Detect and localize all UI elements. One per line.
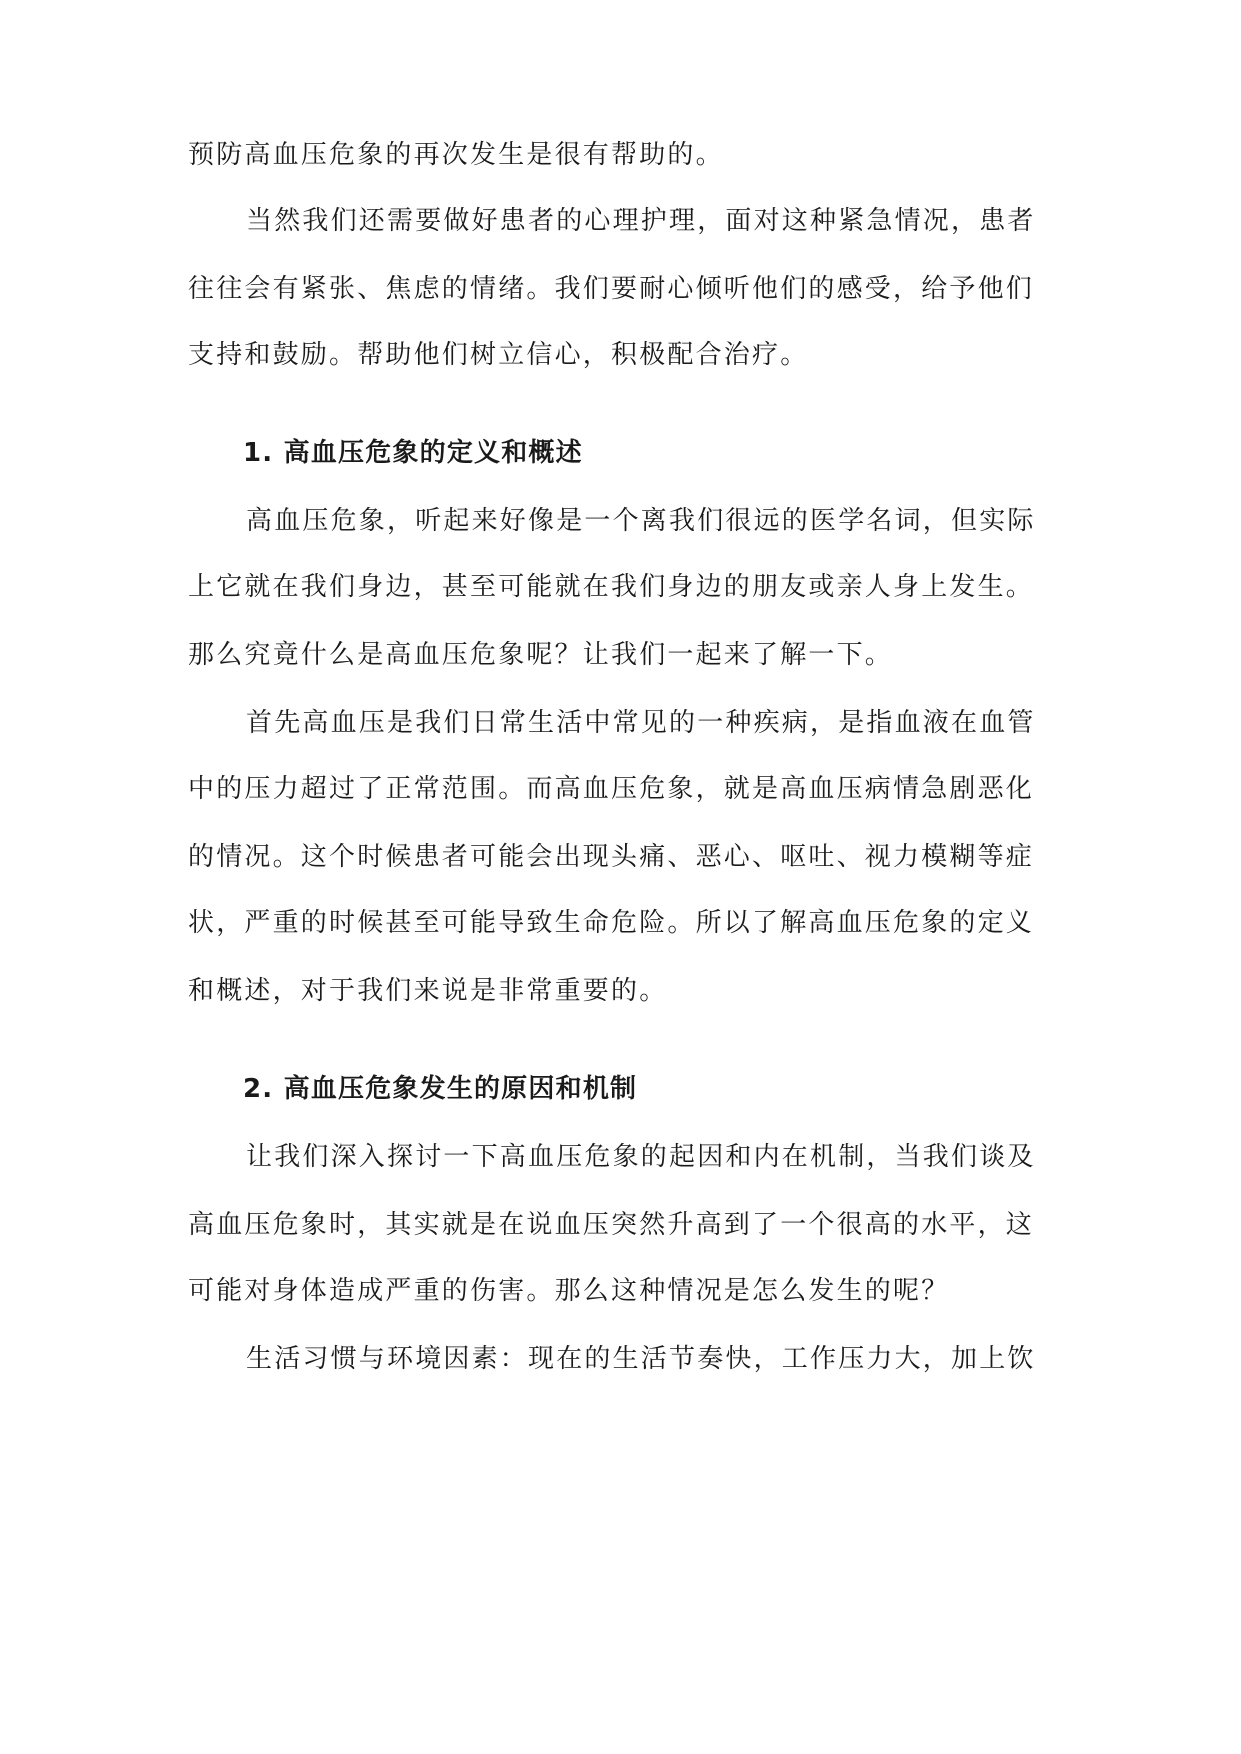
paragraph-line: 预防高血压危象的再次发生是很有帮助的。 bbox=[188, 140, 724, 170]
paragraph-line: 和概述，对于我们来说是非常重要的。 bbox=[188, 976, 668, 1006]
paragraph-line: 状，严重的时候甚至可能导致生命危险。所以了解高血压危象的定义 bbox=[188, 908, 1035, 938]
paragraph-line: 支持和鼓励。帮助他们树立信心，积极配合治疗。 bbox=[188, 340, 809, 370]
paragraph-line: 的情况。这个时候患者可能会出现头痛、恶心、呕吐、视力模糊等症 bbox=[188, 842, 1035, 872]
paragraph-line: 高血压危象时，其实就是在说血压突然升高到了一个很高的水平，这 bbox=[188, 1210, 1035, 1240]
paragraph-line: 上它就在我们身边，甚至可能就在我们身边的朋友或亲人身上发生。 bbox=[188, 572, 1035, 602]
paragraph-line: 当然我们还需要做好患者的心理护理，面对这种紧急情况，患者 bbox=[246, 206, 1036, 236]
paragraph-line: 生活习惯与环境因素：现在的生活节奏快，工作压力大，加上饮 bbox=[246, 1344, 1036, 1374]
paragraph-line: 高血压危象，听起来好像是一个离我们很远的医学名词，但实际 bbox=[246, 506, 1036, 536]
section-heading-1: 1. 高血压危象的定义和概述 bbox=[243, 438, 583, 468]
paragraph-line: 让我们深入探讨一下高血压危象的起因和内在机制，当我们谈及 bbox=[246, 1142, 1036, 1172]
paragraph-line: 可能对身体造成严重的伤害。那么这种情况是怎么发生的呢？ bbox=[188, 1276, 950, 1306]
paragraph-line: 首先高血压是我们日常生活中常见的一种疾病，是指血液在血管 bbox=[246, 708, 1036, 738]
paragraph-line: 往往会有紧张、焦虑的情绪。我们要耐心倾听他们的感受，给予他们 bbox=[188, 274, 1035, 304]
section-heading-2: 2. 高血压危象发生的原因和机制 bbox=[243, 1074, 638, 1104]
paragraph-line: 那么究竟什么是高血压危象呢？让我们一起来了解一下。 bbox=[188, 640, 894, 670]
paragraph-line: 中的压力超过了正常范围。而高血压危象，就是高血压病情急剧恶化 bbox=[188, 774, 1035, 804]
